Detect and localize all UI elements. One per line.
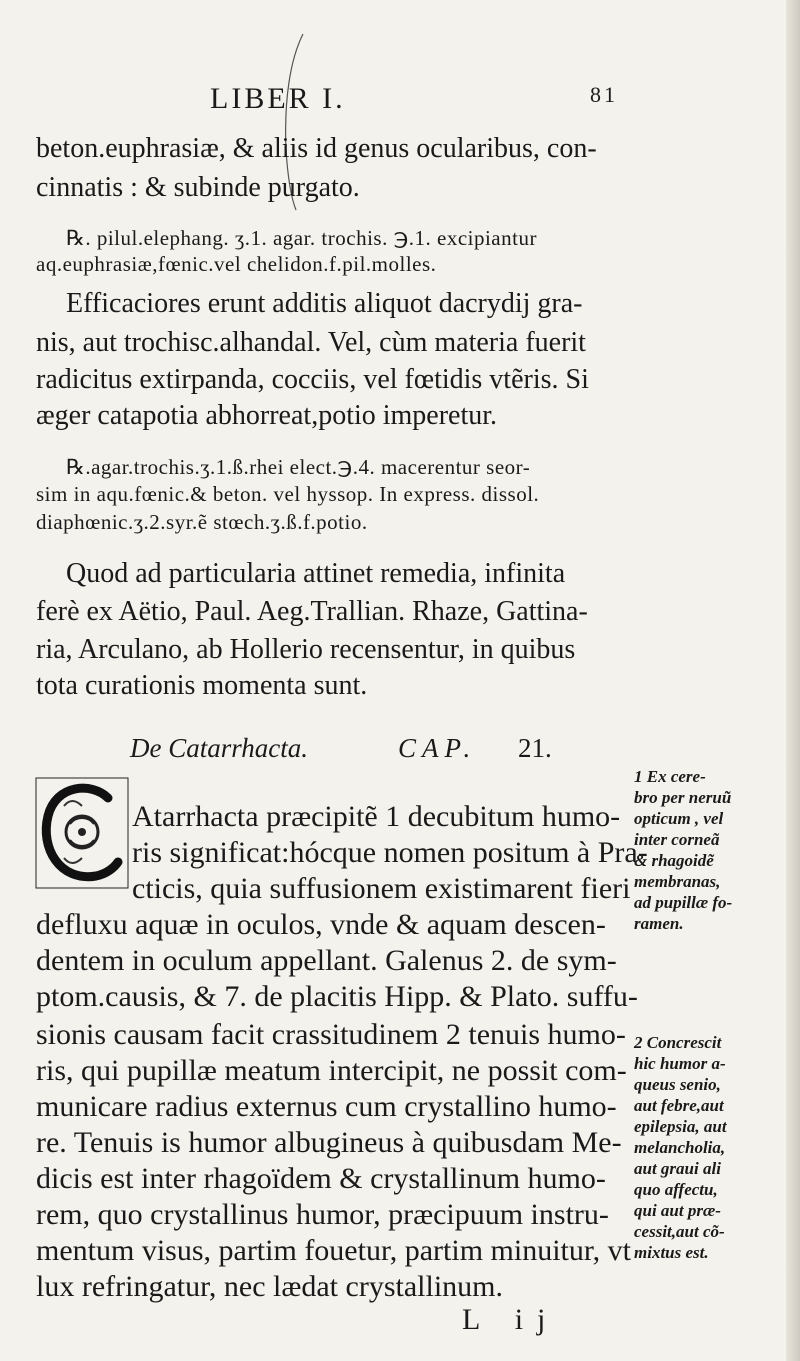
text-line: dicis est inter rhagoïdem & crystallinum humo- [36,1162,606,1195]
margin-note-line: melancholia, [634,1138,726,1157]
text-line: ptom.causis, & 7. de placitis Hipp. & Plato. suffu- [36,980,638,1013]
margin-note-line: qui aut præ- [634,1201,721,1220]
margin-note-line: mixtus est. [634,1243,709,1262]
text-line: ris significat:hócque nomen positum à Pra- [132,836,648,869]
text-line: Quod ad particularia attinet remedia, infinita [66,558,566,589]
text-line: re. Tenuis is humor albugineus à quibusdam Me- [36,1126,622,1159]
margin-note-line: & rhagoidẽ [634,851,714,870]
margin-note-line: epilepsia, aut [634,1117,727,1136]
text-line: mentum visus, partim fouetur, partim minuitur, vt [36,1234,632,1267]
margin-note-line: quo affectu, [634,1180,718,1199]
chapter-number: 21. [518,733,552,763]
text-line: cinnatis : & subinde purgato. [36,172,360,203]
text-line: municare radius externus cum crystallino humo- [36,1090,617,1123]
chapter-cap-label: CAP. [398,733,477,763]
margin-note-line: ad pupillæ fo- [634,893,733,912]
folio-number: 81 [590,82,618,107]
running-title: LIBER I. [210,82,346,115]
text-line: beton.euphrasiæ, & aliis id genus ocularibus, con- [36,133,597,164]
margin-note-1 [634,766,794,934]
margin-note-line: inter corneã [634,830,720,849]
text-line: Efficaciores erunt additis aliquot dacrydij gra- [66,288,583,319]
ornamental-initial-c-icon [34,776,130,890]
recipe-line: sim in aqu.fœnic.& beton. vel hyssop. In express. dissol. [36,482,540,506]
margin-note-line: 2 Concrescit [634,1033,722,1052]
margin-note-2 [634,1032,794,1263]
chapter-title: De Catarrhacta. [130,733,309,763]
text-line: nis, aut trochisc.alhandal. Vel, cùm materia fuerit [36,327,586,358]
text-line: Atarrhacta præcipitẽ 1 decubitum humo- [132,800,621,833]
text-line: ferè ex Aëtio, Paul. Aeg.Trallian. Rhaze, Gattina- [36,596,588,627]
margin-note-line: ramen. [634,914,684,933]
recipe-line: diaphœnic.ʒ.2.syr.ẽ stœch.ʒ.ß.f.potio. [36,510,368,534]
margin-note-line: queus senio, [634,1075,721,1094]
text-line: lux refringatur, nec lædat crystallinum. [36,1270,503,1303]
margin-note-line: aut febre,aut [634,1096,724,1115]
text-line: dentem in oculum appellant. Galenus 2. de sym- [36,944,617,977]
signature-mark: L ij [462,1303,560,1336]
text-line: tota curationis momenta sunt. [36,670,368,701]
text-line: defluxu aquæ in oculos, vnde & aquam descen- [36,908,606,941]
recipe-line: ℞. pilul.elephang. ʒ.1. agar. trochis. ℈.1. excipiantur [66,226,537,250]
text-line: sionis causam facit crassitudinem 2 tenuis humo- [36,1018,626,1051]
margin-note-line: 1 Ex cere- [634,767,706,786]
text-line: ria, Arculano, ab Hollerio recensentur, in quibus [36,634,576,665]
text-line: radicitus extirpanda, cocciis, vel fœtidis vtẽris. Si [36,364,589,395]
text-line: cticis, quia suffusionem existimarent fieri [132,872,631,905]
text-line: æger catapotia abhorreat,potio imperetur. [36,400,498,431]
margin-note-line: aut graui ali [634,1159,721,1178]
text-line: rem, quo crystallinus humor, præcipuum instru- [36,1198,609,1231]
text-line: ris, qui pupillæ meatum intercipit, ne possit com- [36,1054,627,1087]
recipe-line: aq.euphrasiæ,fœnic.vel chelidon.f.pil.molles. [36,252,437,276]
chapter-heading [130,733,550,769]
recipe-line: ℞.agar.trochis.ʒ.1.ß.rhei elect.℈.4. macerentur seor- [66,455,531,479]
margin-note-line: cessit,aut cõ- [634,1222,725,1241]
margin-note-line: membranas, [634,872,721,891]
margin-note-line: hic humor a- [634,1054,726,1073]
margin-note-line: bro per neruũ [634,788,732,807]
margin-note-line: opticum , vel [634,809,724,828]
